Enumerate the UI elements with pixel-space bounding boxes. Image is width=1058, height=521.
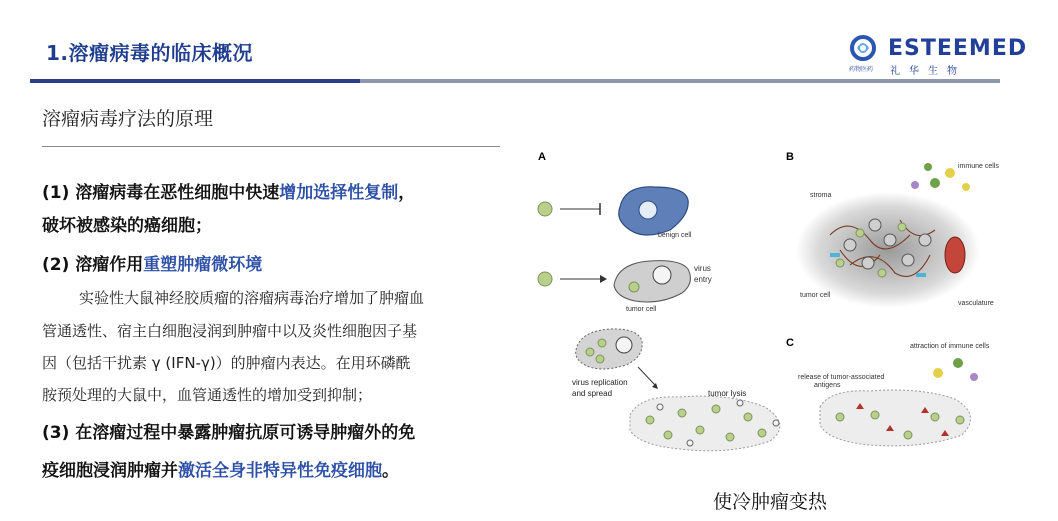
virus-replication-label-1: virus replication (572, 378, 628, 387)
virus-inside (596, 355, 604, 363)
section-subtitle: 溶瘤病毒疗法的原理 (42, 108, 214, 130)
point-3-prefix: 疫细胞浸润肿瘤并 (42, 461, 178, 481)
panel-a-label: A (538, 151, 546, 163)
tumor-lysis-label: tumor lysis (708, 389, 747, 398)
stroma-label: stroma (810, 192, 832, 199)
point-3-suffix: 。 (382, 461, 399, 481)
release-label-1: release of tumor-associated (798, 374, 885, 381)
virus-inside (598, 339, 606, 347)
spread-arrow-line (638, 367, 655, 385)
point-1-highlight: 增加选择性复制 (279, 183, 399, 203)
tumor-cell-nucleus (653, 266, 671, 284)
point-1-line-2: 破坏被感染的癌细胞； (42, 216, 212, 236)
figure-caption: 使冷肿瘤变热 (713, 491, 828, 513)
virus-inside (586, 348, 594, 356)
attraction-label: attraction of immune cells (910, 343, 990, 350)
virus-replication-label-2: and spread (572, 389, 613, 398)
benign-cell-nucleus (639, 201, 657, 219)
infected-cell-nucleus (616, 337, 632, 353)
tumor-cell-label: tumor cell (626, 306, 657, 313)
virus-entry-label-2: entry (694, 275, 712, 284)
logo-mark-label: 药物医药 (849, 66, 874, 73)
release-label-2: antigens (814, 382, 841, 389)
virus-particle (538, 272, 552, 286)
paragraph-line-2: 管通透性、宿主白细胞浸润到肿瘤中以及炎性细胞因子基 (42, 322, 418, 340)
vasculature-label: vasculature (958, 300, 994, 307)
tumor-cell-b-label: tumor cell (800, 292, 831, 299)
point-3-line-1: (3) 在溶瘤过程中暴露肿瘤抗原可诱导肿瘤外的免 (42, 423, 416, 443)
entry-arrow-head (600, 275, 607, 283)
spread-arrow-head (652, 383, 658, 389)
virus-particle (538, 202, 552, 216)
blood-vessel (945, 237, 965, 273)
stroma-marker (916, 273, 926, 277)
immune-cells-c (933, 358, 978, 381)
logo-brand-text: ESTEEMED (888, 36, 1028, 61)
paragraph-line-3: 因（包括干扰素 γ (IFN-γ)）的肿瘤内表达。在用环磷酰 (42, 354, 411, 372)
immune-cells-label: immune cells (958, 163, 999, 170)
point-3-line-2 (42, 456, 399, 481)
logo-brand-cn: 礼华生物 (890, 66, 966, 77)
stroma-marker (830, 253, 840, 257)
point-2 (42, 250, 262, 275)
point-2-highlight: 重塑肿瘤微环境 (143, 255, 263, 275)
benign-cell-label: benign cell (658, 232, 692, 239)
point-1-suffix: ， (398, 183, 416, 203)
point-3-highlight: 激活全身非特异性免疫细胞 (178, 461, 382, 481)
oncolytic-virus-figure (530, 145, 1020, 460)
point-1-line-1 (42, 178, 415, 203)
panel-b-label: B (786, 151, 794, 163)
subtitle-divider (42, 146, 500, 147)
header-divider-accent (30, 79, 360, 83)
paragraph-line-1: 实验性大鼠神经胶质瘤的溶瘤病毒治疗增加了肿瘤血 (79, 289, 425, 307)
virus-entry-label-1: virus (694, 264, 711, 273)
point-1-prefix: (1) 溶瘤病毒在恶性细胞中快速 (42, 183, 280, 203)
tumor-cell (614, 261, 690, 302)
panel-c-label: C (786, 337, 794, 349)
page-title: 1.溶瘤病毒的临床概况 (46, 41, 254, 65)
virus-inside (629, 282, 639, 292)
paragraph-line-4: 胺预处理的大鼠中，血管通透性的增加受到抑制； (42, 386, 373, 404)
point-2-prefix: (2) 溶瘤作用 (42, 255, 144, 275)
infected-cell (576, 329, 643, 369)
